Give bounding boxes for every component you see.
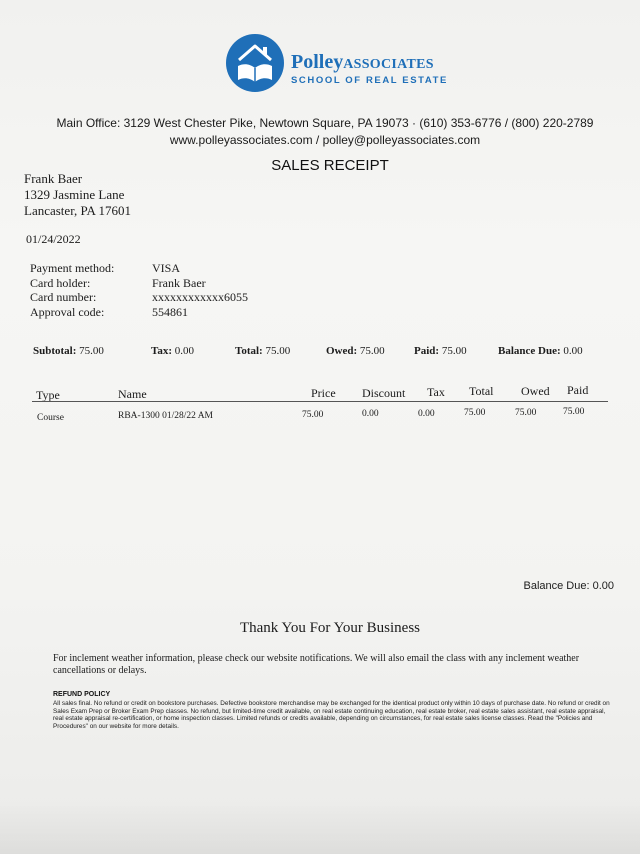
subtotal: Subtotal: 75.00 [33, 345, 104, 357]
grand-total: Total: 75.00 [235, 345, 291, 357]
payment-details [30, 261, 330, 319]
cell-name: RBA-1300 01/28/22 AM [118, 411, 214, 421]
cell-price: 75.00 [302, 410, 324, 420]
paid-total: Paid: 75.00 [414, 345, 467, 357]
payment-value: 554861 [152, 304, 188, 319]
balance-due: Balance Due: 0.00 [498, 345, 583, 357]
customer-street: 1329 Jasmine Lane [24, 187, 125, 202]
cell-paid: 75.00 [563, 407, 585, 417]
payment-value: Frank Baer [152, 275, 206, 290]
company-logo [225, 33, 448, 95]
weather-notice: For inclement weather information, please check our website notifications. We will also email the class with any inclement weather cancellations or delays. [53, 653, 580, 676]
refund-policy-heading: REFUND POLICY [53, 691, 111, 698]
customer-name: Frank Baer [24, 171, 83, 186]
thank-you-message: Thank You For Your Business [239, 620, 421, 636]
tax-total: Tax: 0.00 [151, 345, 194, 357]
column-header: Type [36, 388, 60, 402]
cell-discount: 0.00 [362, 409, 379, 419]
refund-policy-text: All sales final. No refund or credit on bookstore purchases. Defective bookstore merchandise may be exchanged for the identical product only within 10 days of purchase date. No refund or credit on Sales Exam Prep or Broker Exam Prep classes. No refund, but limited-time credit available, on real estate continuing education, real estate broker, real estate sales assistant, real estate appraisal, real estate appraisal re-certification, or home inspection classes. Limited refunds or credits available, depending on circumstances, for real estate sales license classes. Read the "Policies and Procedures" on our website for more details. [53, 700, 610, 730]
page-shadow [0, 800, 640, 854]
payment-label: Card holder: [30, 275, 91, 290]
column-header: Tax [427, 385, 445, 399]
cell-owed: 75.00 [515, 408, 537, 418]
payment-label: Card number: [30, 290, 97, 304]
brand-name: PolleyASSOCIATES [291, 51, 434, 73]
payment-row [30, 305, 330, 320]
payment-row [30, 276, 330, 291]
house-book-icon [225, 33, 285, 93]
payment-row [30, 261, 330, 276]
column-header: Owed [521, 384, 550, 398]
cell-type: Course [37, 413, 64, 423]
payment-value: xxxxxxxxxxxx6055 [152, 290, 248, 304]
payment-label: Payment method: [30, 261, 115, 275]
office-web-line: www.polleyassociates.com / polley@polleyassociates.com [169, 133, 481, 147]
column-header: Total [469, 384, 494, 398]
payment-value: VISA [152, 261, 181, 275]
receipt-title: SALES RECEIPT [271, 157, 389, 174]
column-header: Discount [362, 386, 406, 400]
office-info [30, 115, 620, 149]
payment-row [30, 290, 330, 305]
payment-label: Approval code: [30, 304, 105, 319]
office-address-line: Main Office: 3129 West Chester Pike, Newtown Square, PA 19073 · (610) 353-6776 / (800) 220-2789 [56, 116, 594, 130]
cell-total: 75.00 [464, 408, 486, 418]
column-header: Price [311, 386, 336, 400]
customer-city: Lancaster, PA 17601 [24, 203, 131, 218]
cell-tax: 0.00 [418, 409, 435, 419]
header-divider [32, 401, 608, 402]
totals-bar [0, 345, 640, 361]
brand-tagline: SCHOOL OF REAL ESTATE [291, 75, 448, 86]
receipt-date: 01/24/2022 [26, 232, 81, 246]
line-items-table [0, 383, 640, 433]
column-header: Name [118, 387, 147, 401]
column-header: Paid [567, 383, 589, 397]
customer-address [24, 171, 131, 219]
owed-total: Owed: 75.00 [326, 345, 385, 357]
balance-due-footer: Balance Due: 0.00 [523, 580, 614, 592]
